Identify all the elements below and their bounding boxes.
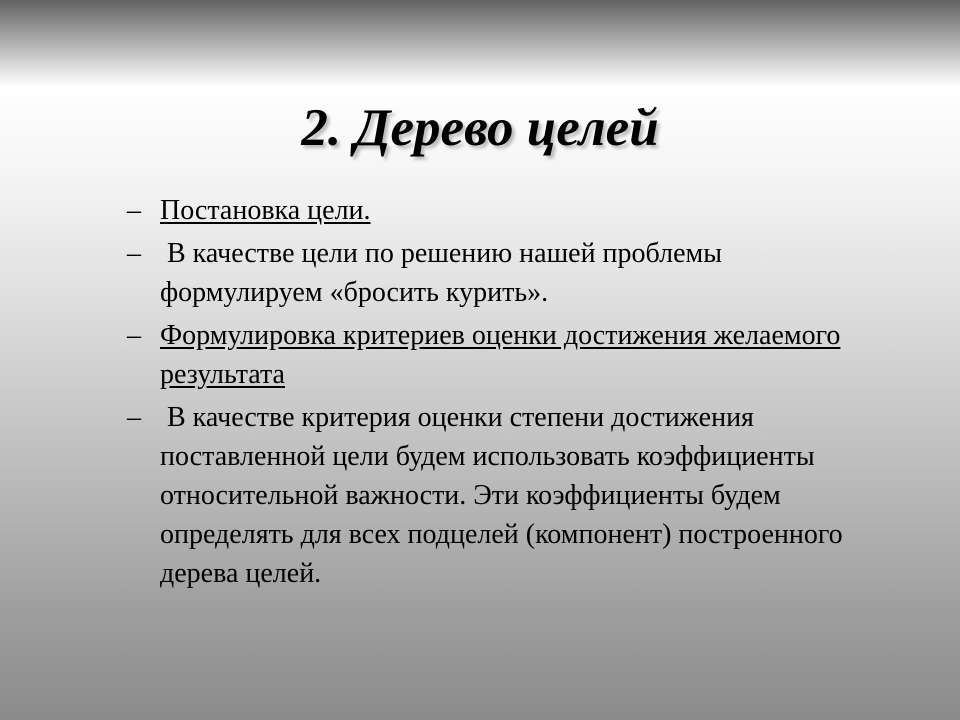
bullet-dash: –	[127, 320, 141, 351]
bullet-dash: –	[127, 402, 141, 433]
bullet-dash: –	[127, 195, 141, 226]
bullet-text: Формулировка критериев оценки достижения желаемого результата	[160, 320, 841, 390]
bullet-item	[124, 191, 884, 230]
bullet-text: В качестве критерия оценки степени достижения поставленной цели будем использовать коэффициенты относительной важности. Эти коэффициенты будем определять для всех подцелей (компонент) построенного дерева целей.	[160, 402, 843, 589]
bullet-list	[124, 191, 884, 593]
bullet-item	[124, 234, 884, 312]
bullet-dash: –	[127, 238, 141, 269]
bullet-item	[124, 398, 884, 593]
bullet-text: Постановка цели.	[160, 195, 371, 226]
bullet-item	[124, 316, 884, 394]
bullet-text: В качестве цели по решению нашей проблемы формулируем «бросить курить».	[160, 238, 723, 308]
slide-title: 2. Дерево целей	[301, 99, 659, 157]
